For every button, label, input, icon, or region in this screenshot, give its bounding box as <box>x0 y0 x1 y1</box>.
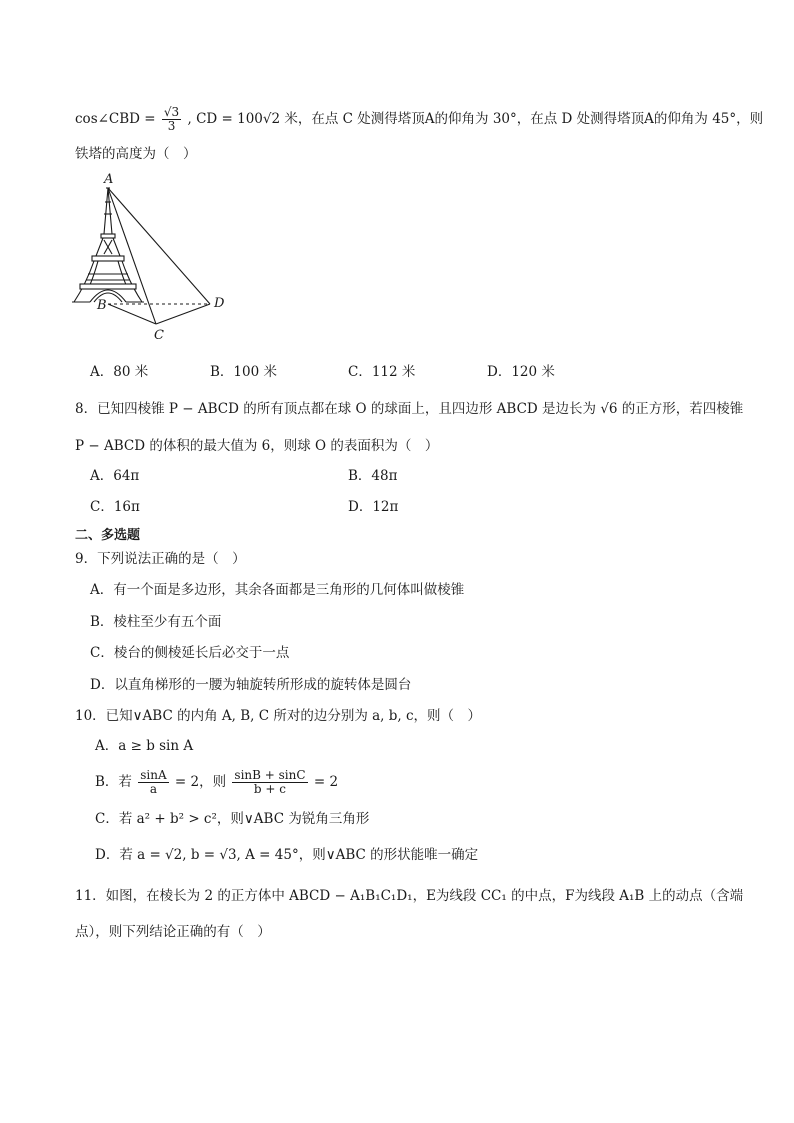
q9-option-b: B．棱柱至少有五个面 <box>90 614 222 630</box>
q7-line1 <box>75 106 763 133</box>
q8-option-a: A．64π <box>90 468 140 484</box>
q7-option-c: C．112 米 <box>348 364 416 380</box>
q11-line2: 点），则下列结论正确的有（ ） <box>75 924 271 940</box>
q8-option-d: D．12π <box>348 499 399 515</box>
q8-line2: P − ABCD 的体积的最大值为 6，则球 O 的表面积为（ ） <box>75 438 439 454</box>
q10-b-frac1-den: a <box>149 782 157 796</box>
eiffel-tower-figure <box>68 174 238 353</box>
q10-option-a: A．a ≥ b sin A <box>95 738 194 754</box>
q7-frac-den: 3 <box>167 119 176 133</box>
q7-line2: 铁塔的高度为（ ） <box>75 146 197 162</box>
q9-option-a: A．有一个面是多边形，其余各面都是三角形的几何体叫做棱锥 <box>90 582 465 598</box>
q10-stem: 10．已知∨ABC 的内角 A, B, C 所对的边分别为 a, b, c，则（ ） <box>75 708 482 724</box>
q10-b-post: = 2 <box>313 774 339 790</box>
q10-b-mid: = 2，则 <box>174 774 227 790</box>
q7-option-a: A．80 米 <box>90 364 149 380</box>
label-A: A <box>104 172 114 187</box>
q10-option-b <box>95 764 338 800</box>
q8-line1: 8．已知四棱锥 P − ABCD 的所有顶点都在球 O 的球面上，且四边形 ABCD 是边长为 √6 的正方形，若四棱锥 <box>75 401 744 417</box>
q9-option-d: D．以直角梯形的一腰为轴旋转所形成的旋转体是圆台 <box>90 677 412 693</box>
q10-option-c: C．若 a² + b² > c²，则∨ABC 为锐角三角形 <box>95 811 370 827</box>
q10-b-fraction-1 <box>138 769 168 796</box>
q7-option-d: D．120 米 <box>487 364 555 380</box>
q10-b-frac2-den: b + c <box>253 782 287 796</box>
q9-stem: 9．下列说法正确的是（ ） <box>75 551 246 567</box>
q10-b-fraction-2 <box>232 769 307 796</box>
q9-option-c: C．棱台的侧棱延长后必交于一点 <box>90 645 290 661</box>
q11-line1: 11．如图，在棱长为 2 的正方体中 ABCD − A₁B₁C₁D₁，E为线段 CC₁ 的中点，F为线段 A₁B 上的动点（含端 <box>75 888 744 904</box>
section-heading: 二、多选题 <box>75 528 141 543</box>
q10-b-frac1-num: sinA <box>140 768 167 782</box>
label-D: D <box>214 296 225 311</box>
q8-option-b: B．48π <box>348 468 398 484</box>
q10-b-pre: B．若 <box>95 774 132 790</box>
label-B: B <box>97 298 107 313</box>
q7-fraction <box>162 106 181 133</box>
q7-cos-text: cos∠CBD = <box>75 111 156 127</box>
label-C: C <box>154 328 164 343</box>
q7-frac-num: √3 <box>163 105 180 119</box>
q8-option-c: C．16π <box>90 499 140 515</box>
q10-b-frac2-num: sinB + sinC <box>234 768 306 782</box>
tower-diagram <box>68 174 238 349</box>
q7-line1-rest: , CD = 100√2 米，在点 C 处测得塔顶A的仰角为 30°，在点 D 处测得塔顶A的仰角为 45°，则 <box>187 111 764 127</box>
q10-option-d: D．若 a = √2, b = √3, A = 45°，则∨ABC 的形状能唯一确定 <box>95 847 479 863</box>
q7-option-b: B．100 米 <box>210 364 277 380</box>
